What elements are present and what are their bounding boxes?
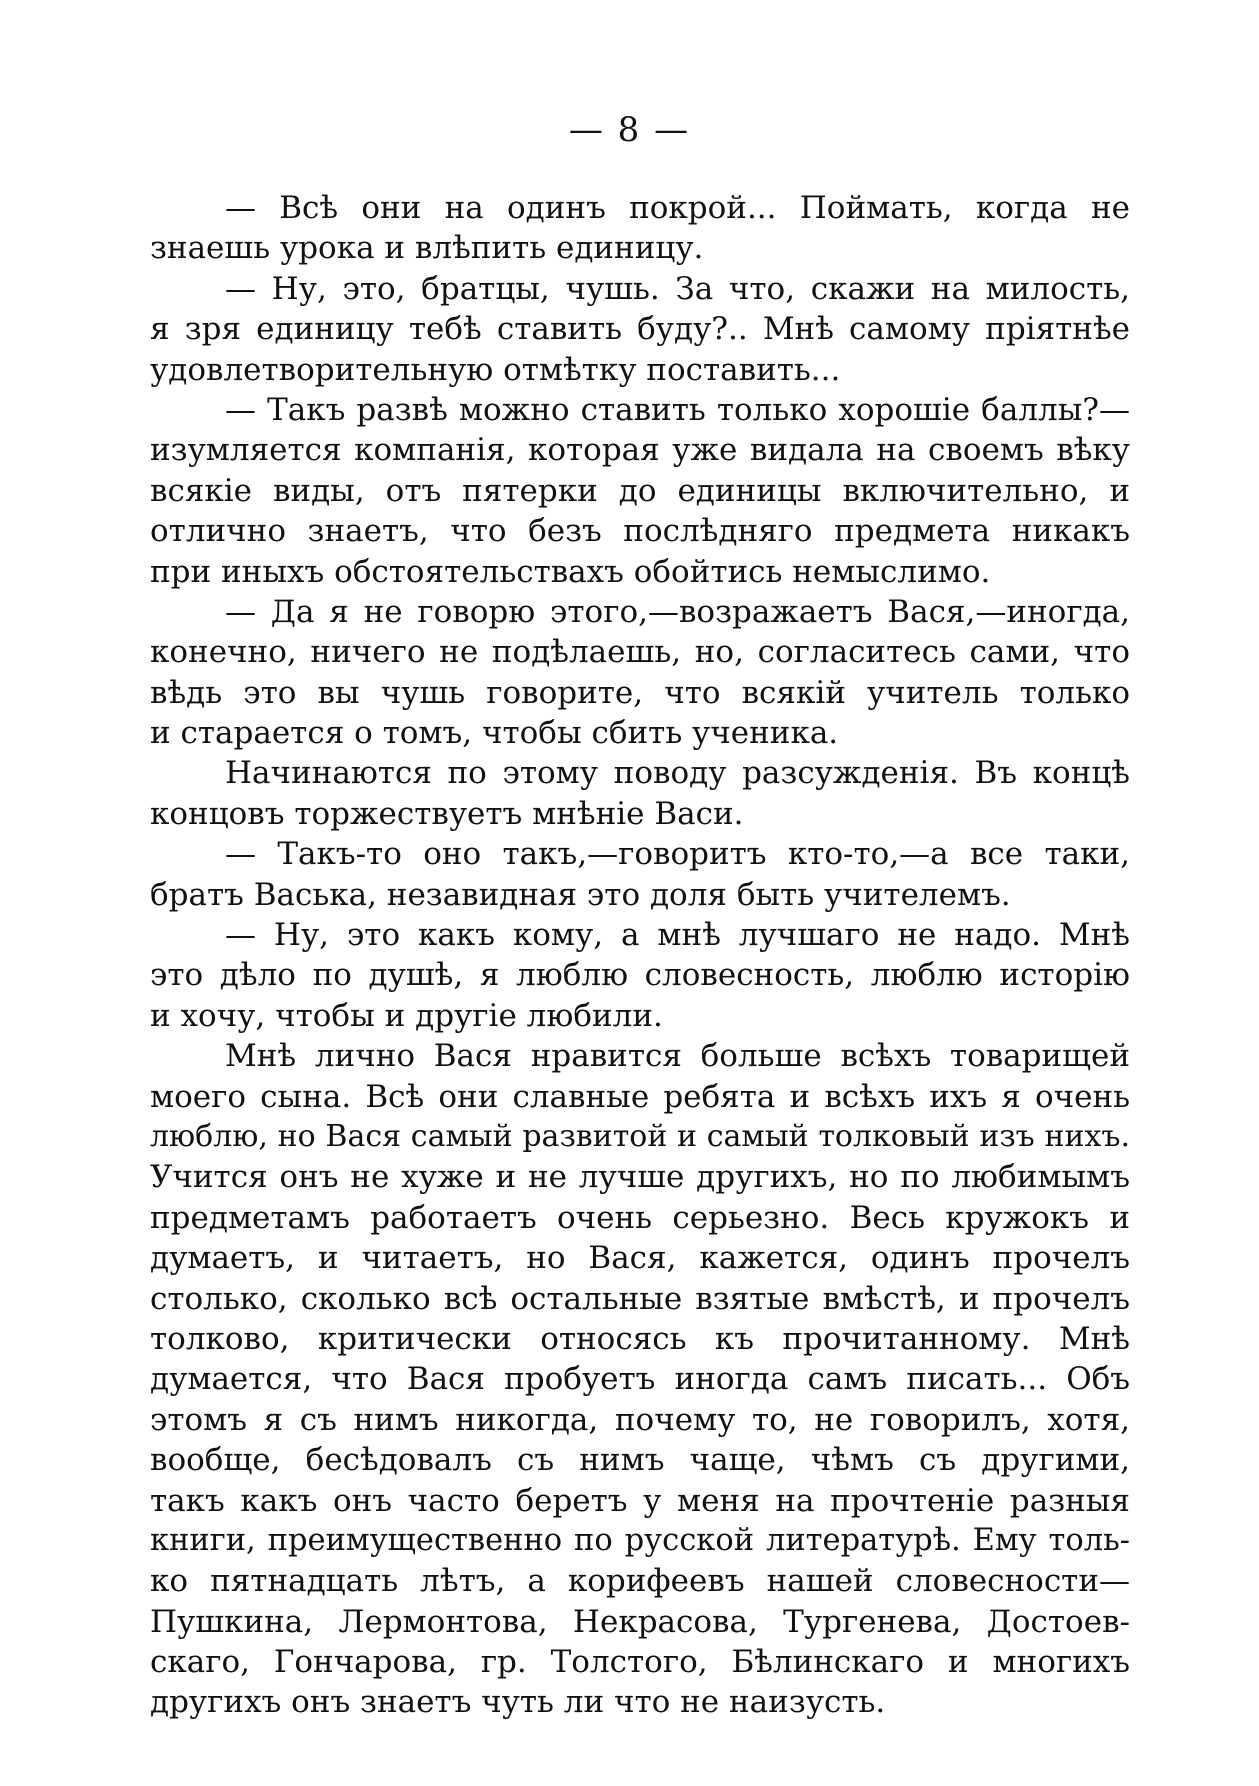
text-line: думаетъ, и читаетъ, но Вася, кажется, одинъ прочелъ — [150, 1240, 1130, 1277]
text-line: Начинаются по этому поводу разсужденія. Въ концѣ — [225, 755, 1130, 792]
text-line: этомъ я съ нимъ никогда, почему то, не говорилъ, хотя, — [150, 1401, 1130, 1438]
text-line: отлично знаетъ, что безъ послѣдняго предмета никакъ — [150, 513, 1130, 550]
text-line: скаго, Гончарова, гр. Толстого, Бѣлинскаго и многихъ — [150, 1644, 1130, 1681]
text-line: столько, сколько всѣ остальные взятые вмѣстѣ, и прочелъ — [150, 1280, 1130, 1317]
text-line: — Такъ развѣ можно ставить только хорошіе баллы?— — [225, 391, 1130, 428]
text-line: книги, преимущественно по русской литературѣ. Ему толь- — [150, 1522, 1130, 1558]
text-line: Пушкина, Лермонтова, Некрасова, Тургенева, Достоев- — [150, 1603, 1130, 1640]
text-line: — Ну, это, братцы, чушь. За что, скажи на милость, — [225, 270, 1130, 307]
page-number: — 8 — — [568, 110, 691, 150]
text-line: ко пятнадцать лѣтъ, а корифеевъ нашей словесности— — [150, 1563, 1130, 1600]
text-line: — Да я не говорю этого,—возражаетъ Вася,—иногда, — [225, 593, 1130, 630]
text-line: — Ну, это какъ кому, а мнѣ лучшаго не надо. Мнѣ — [225, 917, 1130, 954]
body-text — [150, 188, 1130, 1723]
text-line: Мнѣ лично Вася нравится больше всѣхъ товарищей — [225, 1038, 1130, 1075]
text-line: братъ Васька, незавидная это доля быть учителемъ. — [150, 876, 1011, 913]
text-line: это дѣло по душѣ, я люблю словесность, люблю исторію — [150, 957, 1130, 994]
text-line: удовлетворительную отмѣтку поставить... — [150, 351, 841, 388]
text-line: думается, что Вася пробуетъ иногда самъ писать... Объ — [150, 1361, 1130, 1398]
text-line: другихъ онъ знаетъ чуть ли что не наизусть. — [150, 1684, 886, 1721]
text-line: — Такъ-то оно такъ,—говоритъ кто-то,—а все таки, — [225, 836, 1130, 873]
text-line: такъ какъ онъ часто беретъ у меня на прочтеніе разныя — [150, 1482, 1130, 1519]
text-line: вѣдь это вы чушь говорите, что всякій учитель только — [150, 674, 1130, 711]
text-line: предметамъ работаетъ очень серьезно. Весь кружокъ и — [150, 1199, 1130, 1236]
text-line: и хочу, чтобы и другіе любили. — [150, 997, 663, 1034]
text-line: вообще, бесѣдовалъ съ нимъ чаще, чѣмъ съ другими, — [150, 1442, 1130, 1479]
text-line: изумляется компанія, которая уже видала на своемъ вѣку — [150, 432, 1130, 469]
text-line: Учится онъ не хуже и не лучше другихъ, но по любимымъ — [150, 1159, 1130, 1196]
text-line: я зря единицу тебѣ ставить буду?.. Мнѣ самому пріятнѣе — [150, 311, 1130, 348]
text-line: толково, критически относясь къ прочитанному. Мнѣ — [150, 1320, 1130, 1357]
text-line: при иныхъ обстоятельствахъ обойтись немыслимо. — [150, 553, 991, 590]
text-line: конечно, ничего не подѣлаешь, но, согласитесь сами, что — [150, 634, 1130, 671]
text-line: люблю, но Вася самый развитой и самый толковый изъ нихъ. — [150, 1118, 1130, 1154]
text-line: знаешь урока и влѣпить единицу. — [150, 230, 704, 267]
text-line: и старается о томъ, чтобы сбить ученика. — [150, 715, 839, 752]
text-line: концовъ торжествуетъ мнѣніе Васи. — [150, 795, 744, 832]
text-line: — Всѣ они на одинъ покрой... Поймать, когда не — [225, 190, 1130, 226]
text-line: всякіе виды, отъ пятерки до единицы включительно, и — [150, 472, 1130, 509]
text-line: моего сына. Всѣ они славные ребята и всѣхъ ихъ я очень — [150, 1078, 1130, 1115]
